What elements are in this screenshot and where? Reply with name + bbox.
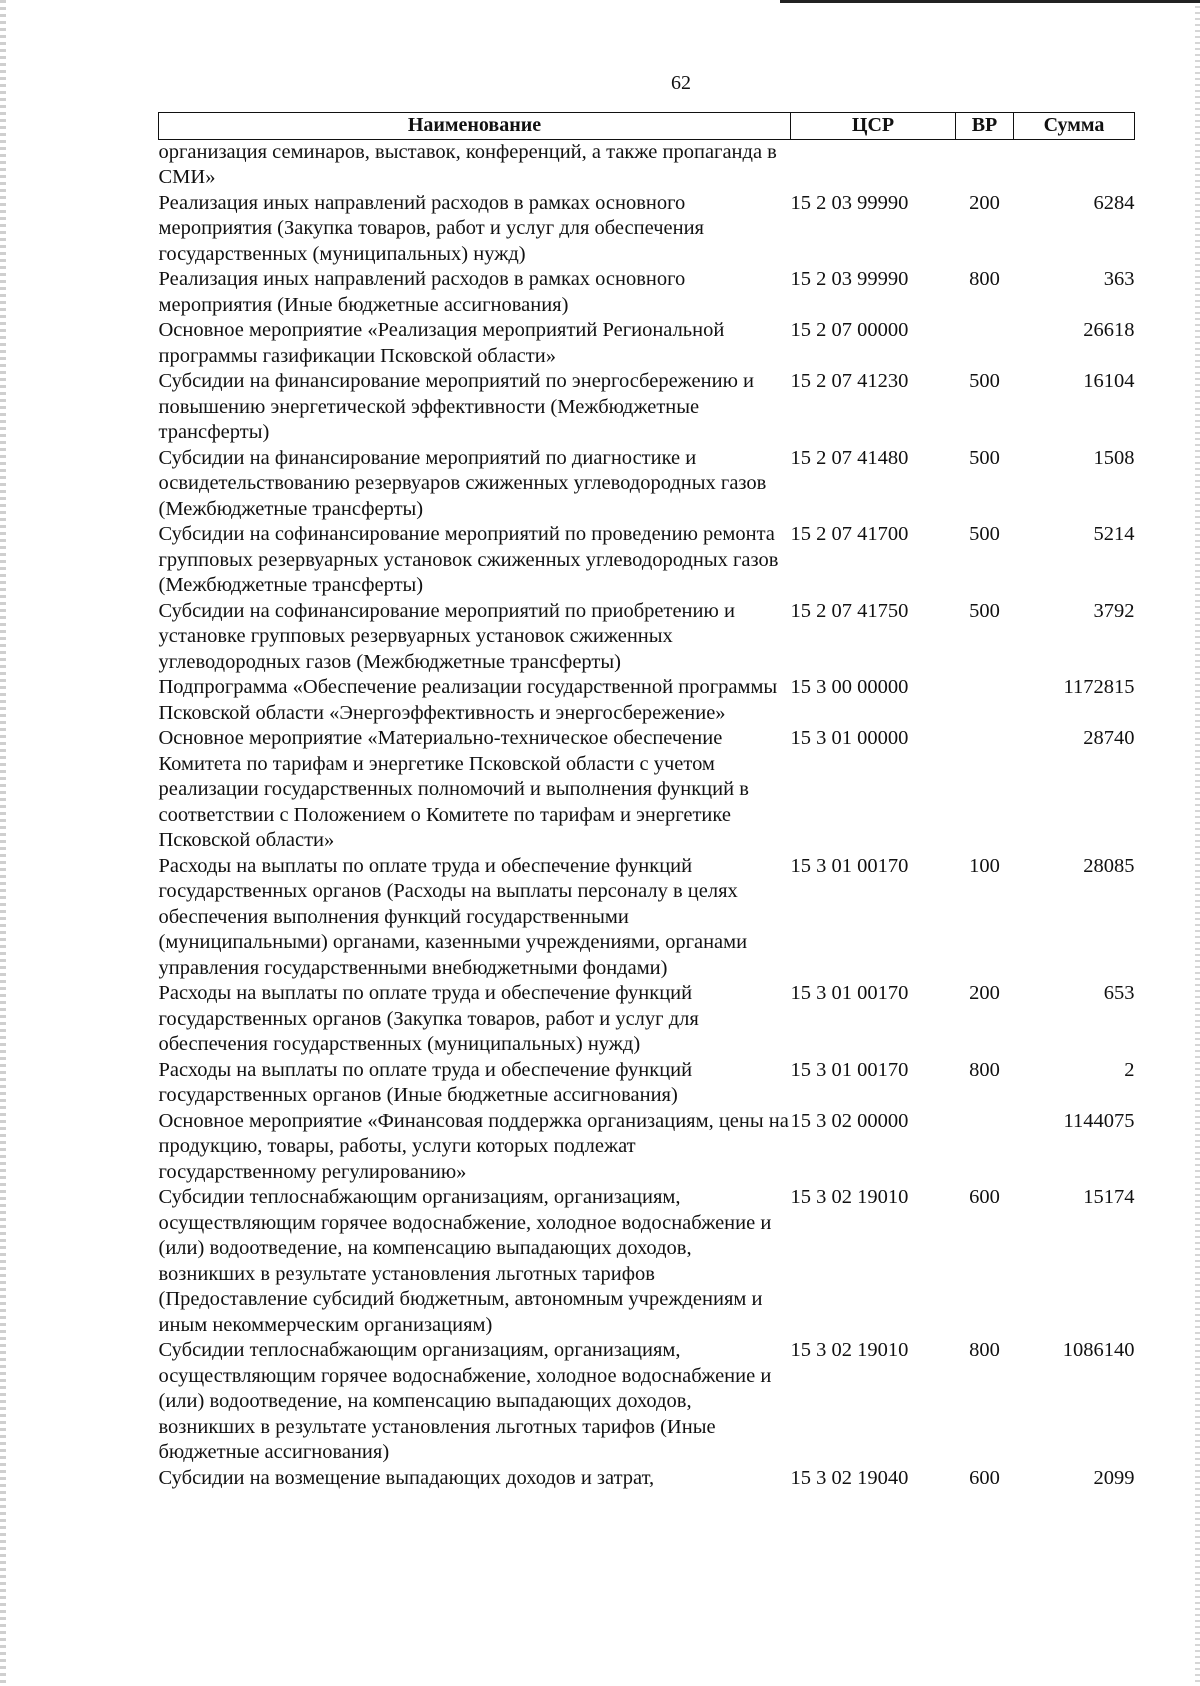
cell-vr bbox=[956, 675, 1014, 726]
cell-csr: 15 2 03 99990 bbox=[790, 191, 909, 214]
cell-sum: 6284 bbox=[1093, 191, 1135, 214]
table-row bbox=[159, 446, 1135, 523]
cell-name: Субсидии теплоснабжающим организациям, организациям, осуществляющим горячее водоснабжение, холодное водоснабжение и (или) водоотведение, на компенсацию выпадающих доходов, возникших в результате установления льготных тарифов (Предоставление субсидий бюджетным, автономным учреждениям и иным некоммерческим организациям) bbox=[158, 1186, 772, 1336]
cell-sum: 28085 bbox=[1083, 854, 1135, 877]
cell-name: Субсидии на софинансирование мероприятий по приобретению и установке групповых резервуарных установок сжиженных углеводородных газов (Межбюджетные трансферты) bbox=[158, 599, 735, 673]
cell-name: Реализация иных направлений расходов в рамках основного мероприятия (Закупка товаров, работ и услуг для обеспечения государственных (муниципальных) нужд) bbox=[158, 191, 704, 265]
cell-name: Расходы на выплаты по оплате труда и обеспечение функций государственных органов (Иные бюджетные ассигнования) bbox=[158, 1058, 693, 1106]
page-number: 62 bbox=[671, 72, 691, 94]
cell-name: Основное мероприятие «Финансовая поддержка организациям, цены на продукцию, товары, работы, услуги которых подлежат государственному регулированию» bbox=[158, 1109, 789, 1183]
cell-name: Субсидии на финансирование мероприятий по энергосбережению и повышению энергетической эффективности (Межбюджетные трансферты) bbox=[158, 370, 755, 443]
cell-csr: 15 3 02 19010 bbox=[790, 1186, 909, 1208]
cell-vr: 200 bbox=[969, 982, 1000, 1004]
table-row bbox=[159, 318, 1135, 369]
cell-vr bbox=[956, 1109, 1014, 1186]
cell-csr: 15 3 02 19010 bbox=[790, 1339, 909, 1361]
cell-vr: 500 bbox=[969, 599, 1000, 622]
cell-vr: 500 bbox=[969, 523, 1000, 545]
cell-vr: 500 bbox=[969, 370, 1000, 392]
cell-sum: 15174 bbox=[1083, 1186, 1135, 1208]
cell-vr: 600 bbox=[969, 1466, 1000, 1489]
header-name: Наименование bbox=[159, 113, 791, 140]
cell-sum: 26618 bbox=[1083, 319, 1135, 341]
cell-csr: 15 3 00 00000 bbox=[790, 676, 909, 698]
table-row bbox=[159, 599, 1135, 676]
cell-sum: 1172815 bbox=[1063, 676, 1135, 698]
cell-sum: 3792 bbox=[1093, 599, 1135, 622]
table-row bbox=[159, 726, 1135, 854]
table-row bbox=[159, 191, 1135, 268]
cell-name: Основное мероприятие «Реализация мероприятий Региональной программы газификации Псковской области» bbox=[158, 319, 725, 367]
table-row bbox=[159, 1058, 1135, 1109]
cell-vr: 200 bbox=[969, 191, 1000, 214]
cell-csr: 15 2 07 41750 bbox=[790, 599, 909, 622]
cell-csr: 15 3 01 00000 bbox=[790, 727, 909, 749]
cell-name: Расходы на выплаты по оплате труда и обеспечение функций государственных органов (Расходы на выплаты персоналу в целях обеспечения выполнения функций государственными (муниципальными) органами, казенными учреждениями, органами управления государственными внебюджетными фондами) bbox=[158, 854, 748, 979]
table-row bbox=[159, 139, 1135, 191]
table-row bbox=[159, 1109, 1135, 1186]
cell-vr: 600 bbox=[969, 1186, 1000, 1208]
table-row bbox=[159, 522, 1135, 599]
cell-sum: 653 bbox=[1103, 982, 1135, 1004]
cell-vr: 800 bbox=[969, 1339, 1000, 1361]
cell-csr: 15 3 02 19040 bbox=[790, 1466, 909, 1489]
table-row bbox=[159, 981, 1135, 1058]
scan-edge-left bbox=[0, 0, 6, 1686]
cell-name: Субсидии на финансирование мероприятий по диагностике и освидетельствованию резервуаров сжиженных углеводородных газов (Межбюджетные трансферты) bbox=[158, 446, 767, 520]
header-csr: ЦСР bbox=[791, 113, 956, 140]
cell-vr: 100 bbox=[969, 854, 1000, 877]
header-sum: Сумма bbox=[1014, 113, 1135, 140]
cell-csr: 15 2 07 41700 bbox=[790, 523, 909, 545]
cell-vr bbox=[956, 139, 1014, 191]
table-row bbox=[159, 1185, 1135, 1338]
cell-name: Субсидии на возмещение выпадающих доходов и затрат, bbox=[158, 1466, 655, 1489]
cell-vr: 800 bbox=[969, 268, 1000, 290]
cell-vr: 800 bbox=[969, 1058, 1000, 1081]
cell-sum: 363 bbox=[1103, 268, 1135, 290]
header-vr: ВР bbox=[956, 113, 1014, 140]
cell-csr: 15 3 01 00170 bbox=[790, 854, 909, 877]
scan-edge-right bbox=[1195, 0, 1200, 1686]
cell-sum: 1086140 bbox=[1062, 1339, 1135, 1361]
table-body bbox=[159, 139, 1135, 1491]
cell-csr: 15 3 02 00000 bbox=[790, 1109, 909, 1132]
cell-vr: 500 bbox=[969, 446, 1000, 469]
table-row bbox=[159, 1338, 1135, 1466]
cell-sum: 16104 bbox=[1083, 370, 1135, 392]
cell-csr: 15 3 01 00170 bbox=[790, 1058, 909, 1081]
budget-table bbox=[158, 112, 1135, 1491]
cell-name: Подпрограмма «Обеспечение реализации государственной программы Псковской области «Энергоэффективность и энергосбережение» bbox=[158, 676, 778, 724]
cell-sum: 2 bbox=[1124, 1058, 1135, 1081]
cell-name: Расходы на выплаты по оплате труда и обеспечение функций государственных органов (Закупка товаров, работ и услуг для обеспечения государственных (муниципальных) нужд) bbox=[158, 982, 699, 1055]
cell-sum: 28740 bbox=[1083, 727, 1135, 749]
cell-csr: 15 2 03 99990 bbox=[790, 268, 909, 290]
table-header-row bbox=[159, 113, 1135, 140]
cell-csr: 15 3 01 00170 bbox=[790, 982, 909, 1004]
table-row bbox=[159, 854, 1135, 982]
table-row bbox=[159, 267, 1135, 318]
cell-name: организация семинаров, выставок, конференций, а также пропаганда в СМИ» bbox=[158, 140, 777, 188]
cell-vr bbox=[956, 318, 1014, 369]
table-row bbox=[159, 369, 1135, 446]
cell-name: Реализация иных направлений расходов в рамках основного мероприятия (Иные бюджетные ассигнования) bbox=[158, 268, 686, 316]
cell-sum: 2099 bbox=[1093, 1466, 1135, 1489]
cell-csr: 15 2 07 41230 bbox=[790, 370, 909, 392]
table-row bbox=[159, 1466, 1135, 1492]
cell-csr bbox=[791, 139, 956, 191]
cell-sum: 1144075 bbox=[1063, 1109, 1135, 1132]
cell-vr bbox=[956, 726, 1014, 854]
cell-csr: 15 2 07 41480 bbox=[790, 446, 909, 469]
cell-sum bbox=[1014, 139, 1135, 191]
cell-name: Субсидии на софинансирование мероприятий по проведению ремонта групповых резервуарных установок сжиженных углеводородных газов (Межбюджетные трансферты) bbox=[158, 523, 779, 596]
cell-csr: 15 2 07 00000 bbox=[790, 319, 909, 341]
cell-name: Основное мероприятие «Материально-техническое обеспечение Комитета по тарифам и энергетике Псковской области с учетом реализации государственных полномочий и выполнения функций в соответствии с Положением о Комитете по тарифам и энергетике Псковской области» bbox=[158, 727, 749, 851]
cell-sum: 1508 bbox=[1093, 446, 1135, 469]
table-row bbox=[159, 675, 1135, 726]
scan-edge-top bbox=[780, 0, 1200, 3]
cell-sum: 5214 bbox=[1093, 523, 1135, 545]
cell-name: Субсидии теплоснабжающим организациям, организациям, осуществляющим горячее водоснабжение, холодное водоснабжение и (или) водоотведение, на компенсацию выпадающих доходов, возникших в результате установления льготных тарифов (Иные бюджетные ассигнования) bbox=[158, 1339, 772, 1463]
